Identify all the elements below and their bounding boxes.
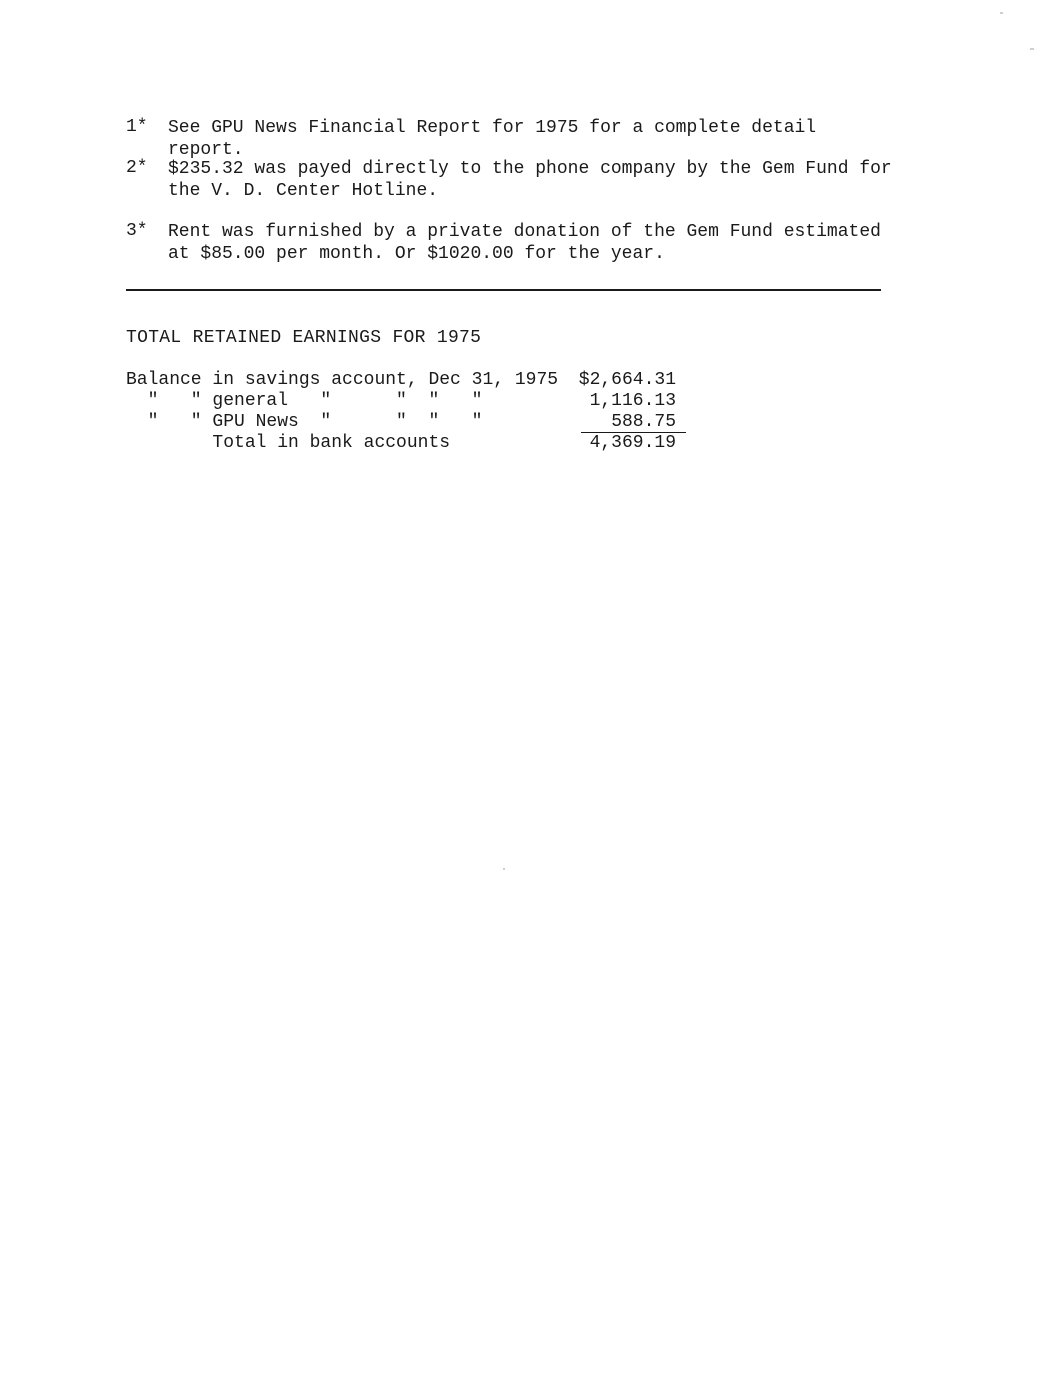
balance-row-total	[126, 433, 706, 454]
balance-row-general	[126, 391, 706, 412]
footnote-line: at $85.00 per month. Or $1020.00 for the year.	[168, 244, 665, 264]
balance-row-gpu-news	[126, 412, 706, 433]
balance-amount: 588.75	[611, 412, 676, 432]
footnote-line: $235.32 was payed directly to the phone company by the Gem Fund for	[168, 159, 892, 179]
scan-artifact	[503, 868, 505, 870]
balance-label: " " general " " " "	[126, 391, 483, 411]
footnote-text	[168, 221, 898, 265]
balance-label: Balance in savings account, Dec 31, 1975	[126, 370, 559, 390]
footnote-line: Rent was furnished by a private donation of the Gem Fund estimated	[168, 222, 881, 242]
footnote-marker: 2*	[126, 158, 148, 178]
balance-row-savings	[126, 370, 706, 391]
total-amount: 4,369.19	[589, 433, 676, 453]
footnote-line: the V. D. Center Hotline.	[168, 181, 439, 201]
balances-table	[126, 370, 706, 454]
scan-artifact	[1000, 12, 1003, 14]
footnote-marker: 3*	[126, 221, 148, 241]
balance-amount: 1,116.13	[589, 391, 676, 411]
footnote-marker: 1*	[126, 117, 148, 137]
footnote-line: See GPU News Financial Report for 1975 for a complete detail report.	[168, 118, 817, 160]
section-divider	[126, 289, 881, 291]
footnote-text	[168, 158, 898, 202]
section-heading: TOTAL RETAINED EARNINGS FOR 1975	[126, 328, 482, 348]
balance-label: " " GPU News " " " "	[126, 412, 483, 432]
total-label: Total in bank accounts	[126, 433, 451, 453]
balance-amount: $2,664.31	[578, 370, 676, 390]
scan-artifact	[1030, 48, 1034, 50]
footnote-text	[168, 117, 898, 161]
